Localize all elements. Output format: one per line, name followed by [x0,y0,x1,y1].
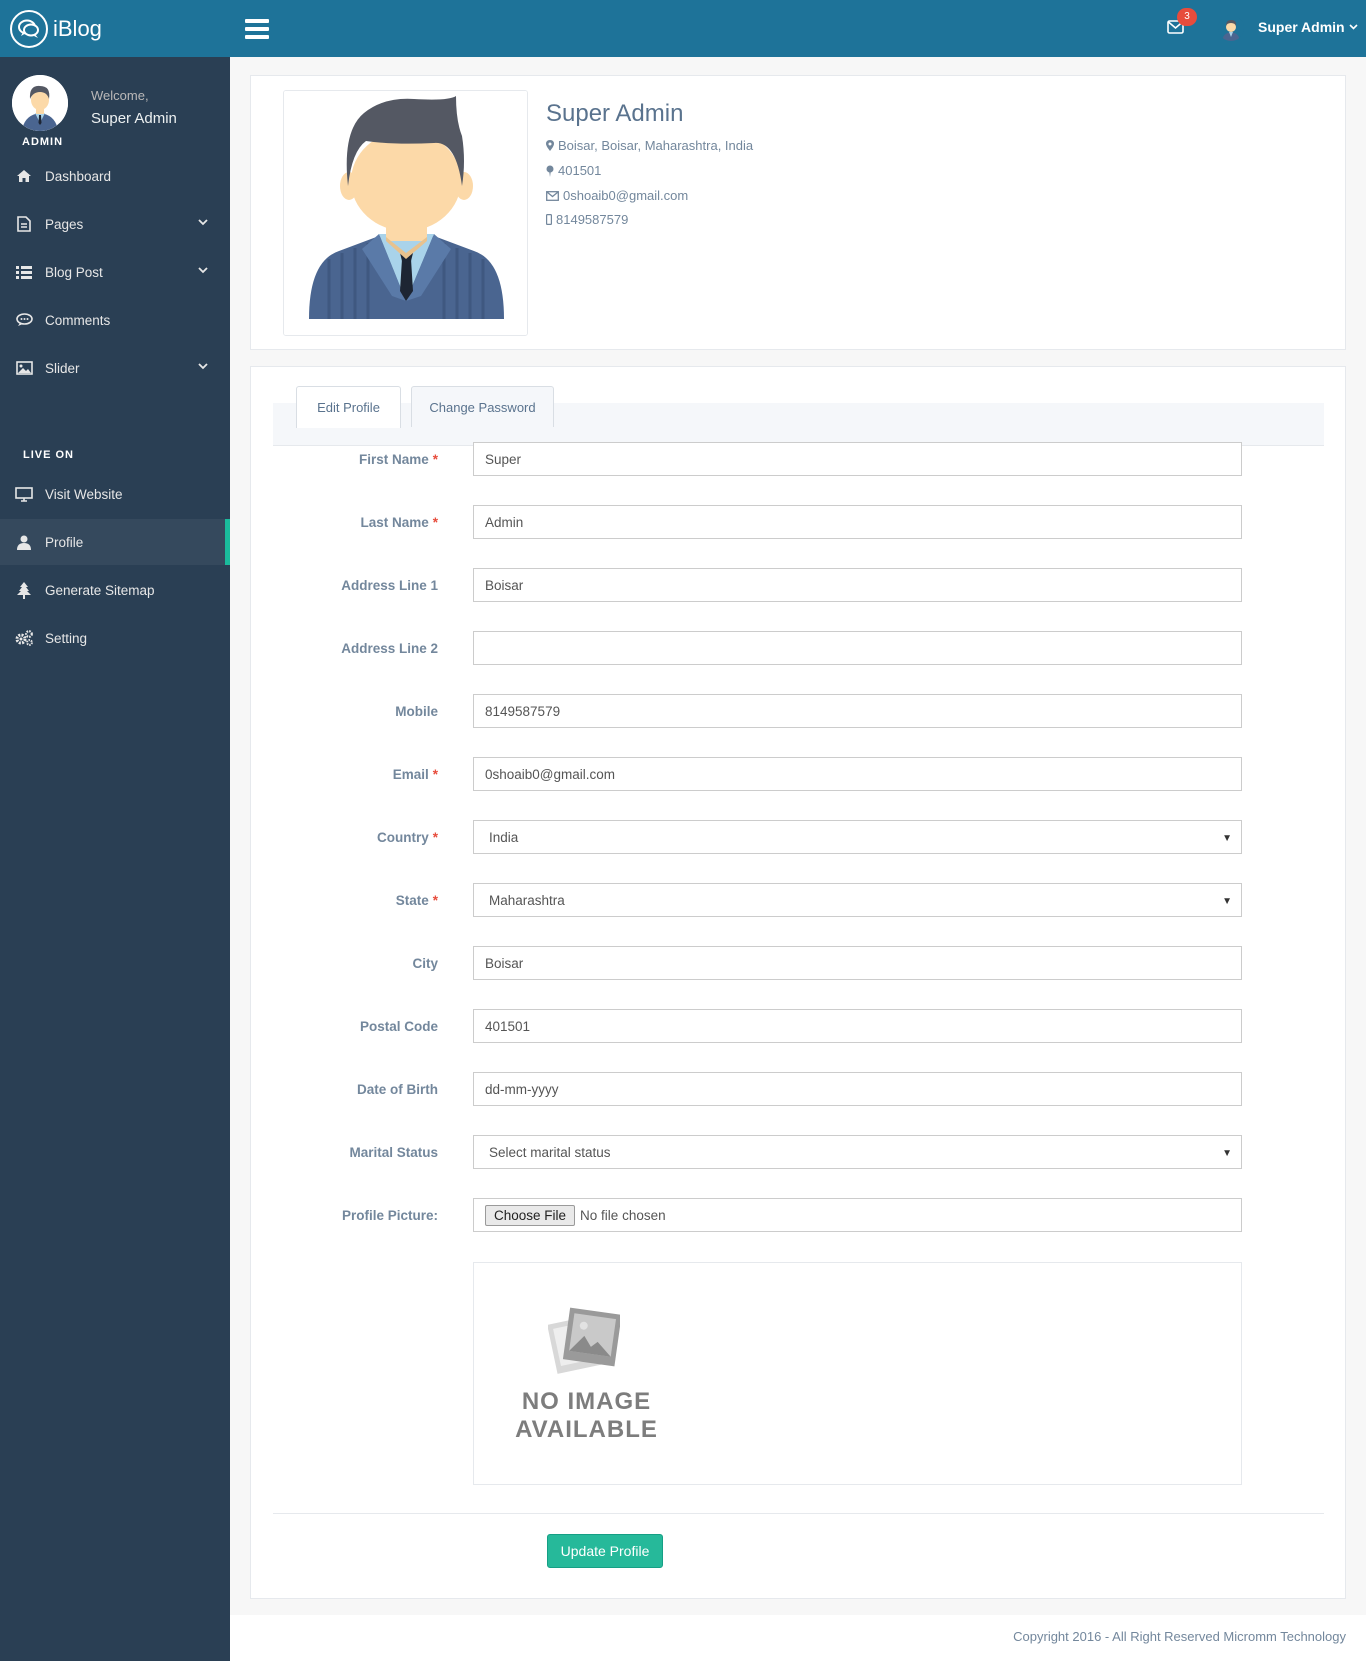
profile-card [250,75,1346,350]
chevron-down-icon [1349,24,1358,30]
tab-change-password[interactable]: Change Password [411,386,554,427]
country-select[interactable]: India ▼ [473,820,1242,854]
sidebar-item-label: Pages [45,216,84,232]
profile-email: 0shoaib0@gmail.com [546,188,688,203]
dropdown-caret-icon: ▼ [1222,896,1232,907]
sidebar-item-label: Visit Website [45,486,123,502]
marital-status-select[interactable]: Select marital status ▼ [473,1135,1242,1169]
notification-badge: 3 [1177,8,1197,26]
choose-file-button[interactable]: Choose File [485,1205,575,1226]
divider [273,1513,1324,1514]
image-icon [14,361,34,375]
sidebar-item-label: Setting [45,630,88,646]
mobile-label: Mobile [395,704,438,719]
sidebar-item-label: Profile [45,534,84,550]
sidebar-item-pages[interactable] [0,201,230,247]
list-icon [14,266,34,279]
sidebar-item-generate-sitemap[interactable] [0,567,230,613]
home-icon [14,169,34,183]
profile-picture-label: Profile Picture: [341,1208,438,1223]
email-input[interactable]: 0shoaib0@gmail.com [473,757,1242,791]
no-image-text: NO IMAGE AVAILABLE [515,1388,658,1443]
chevron-down-icon [198,267,208,274]
user-role: ADMIN [22,136,64,148]
date-of-birth-input[interactable]: dd-mm-yyyy [473,1072,1242,1106]
no-image-placeholder [473,1262,1242,1485]
dropdown-caret-icon: ▼ [1222,833,1232,844]
email-label: Email * [392,767,438,782]
sidebar [0,57,230,1661]
envelope-icon [546,191,559,201]
city-input[interactable]: Boisar [473,946,1242,980]
profile-location: Boisar, Boisar, Maharashtra, India [546,138,753,153]
update-profile-button[interactable]: Update Profile [547,1534,663,1568]
postal-code-label: Postal Code [359,1019,438,1034]
top-navbar [0,0,1366,57]
profile-postal: 401501 [546,163,601,178]
first-name-label: First Name * [358,452,438,467]
sidebar-item-slider[interactable] [0,345,230,391]
state-select[interactable]: Maharashtra ▼ [473,883,1242,917]
gears-icon [14,630,34,646]
photo-placeholder-icon [548,1305,620,1377]
sidebar-item-visit-website[interactable] [0,471,230,517]
sidebar-item-label: Dashboard [45,168,112,184]
welcome-text: Welcome, [91,88,149,103]
copyright-text: Copyright 2016 - All Right Reserved Micromm Technology [1013,1629,1346,1644]
dropdown-caret-icon: ▼ [1222,1148,1232,1159]
user-dropdown[interactable] [1258,19,1358,35]
sidebar-item-comments[interactable] [0,297,230,343]
profile-picture [283,90,528,336]
chevron-down-icon [198,219,208,226]
first-name-input[interactable]: Super [473,442,1242,476]
edit-profile-card [250,366,1346,1599]
sidebar-item-label: Blog Post [45,264,103,280]
address-line-1-input[interactable]: Boisar [473,568,1242,602]
last-name-input[interactable]: Admin [473,505,1242,539]
address-line-2-label: Address Line 2 [341,641,438,656]
tree-icon [14,582,34,599]
sidebar-item-setting[interactable] [0,615,230,661]
map-marker-icon [546,140,554,151]
chevron-down-icon [198,363,208,370]
sidebar-item-label: Comments [45,312,111,328]
state-label: State * [395,893,438,908]
comment-icon [14,313,34,327]
sidebar-item-dashboard[interactable] [0,153,230,199]
brand[interactable] [10,10,102,48]
profile-avatar [12,75,68,131]
address-line-2-input[interactable] [473,631,1242,665]
profile-name: Super Admin [546,100,684,127]
address-line-1-label: Address Line 1 [341,578,438,593]
city-label: City [412,956,438,971]
mobile-icon [546,214,552,225]
file-icon [14,216,34,232]
tab-edit-profile[interactable]: Edit Profile [296,386,401,428]
chat-logo-icon [10,10,48,48]
last-name-label: Last Name * [360,515,438,530]
avatar[interactable] [1218,15,1244,41]
mobile-input[interactable]: 8149587579 [473,694,1242,728]
profile-picture-file-input[interactable] [473,1198,1242,1232]
date-of-birth-label: Date of Birth [357,1082,438,1097]
country-label: Country * [376,830,438,845]
sidebar-item-blog-post[interactable] [0,249,230,295]
user-icon [14,535,34,550]
profile-phone: 8149587579 [546,212,628,227]
pin-icon [546,165,554,177]
section-title-live-on: LIVE ON [23,449,75,461]
footer [230,1615,1366,1661]
menu-toggle-icon[interactable] [245,19,269,39]
welcome-user-name: Super Admin [91,110,177,127]
postal-code-input[interactable]: 401501 [473,1009,1242,1043]
sidebar-item-profile[interactable] [0,519,230,565]
brand-name: iBlog [53,16,102,41]
monitor-icon [14,487,34,502]
sidebar-item-label: Slider [45,360,80,376]
marital-status-label: Marital Status [349,1145,438,1160]
user-name: Super Admin [1258,19,1345,35]
file-status: No file chosen [580,1207,666,1223]
sidebar-item-label: Generate Sitemap [45,582,155,598]
